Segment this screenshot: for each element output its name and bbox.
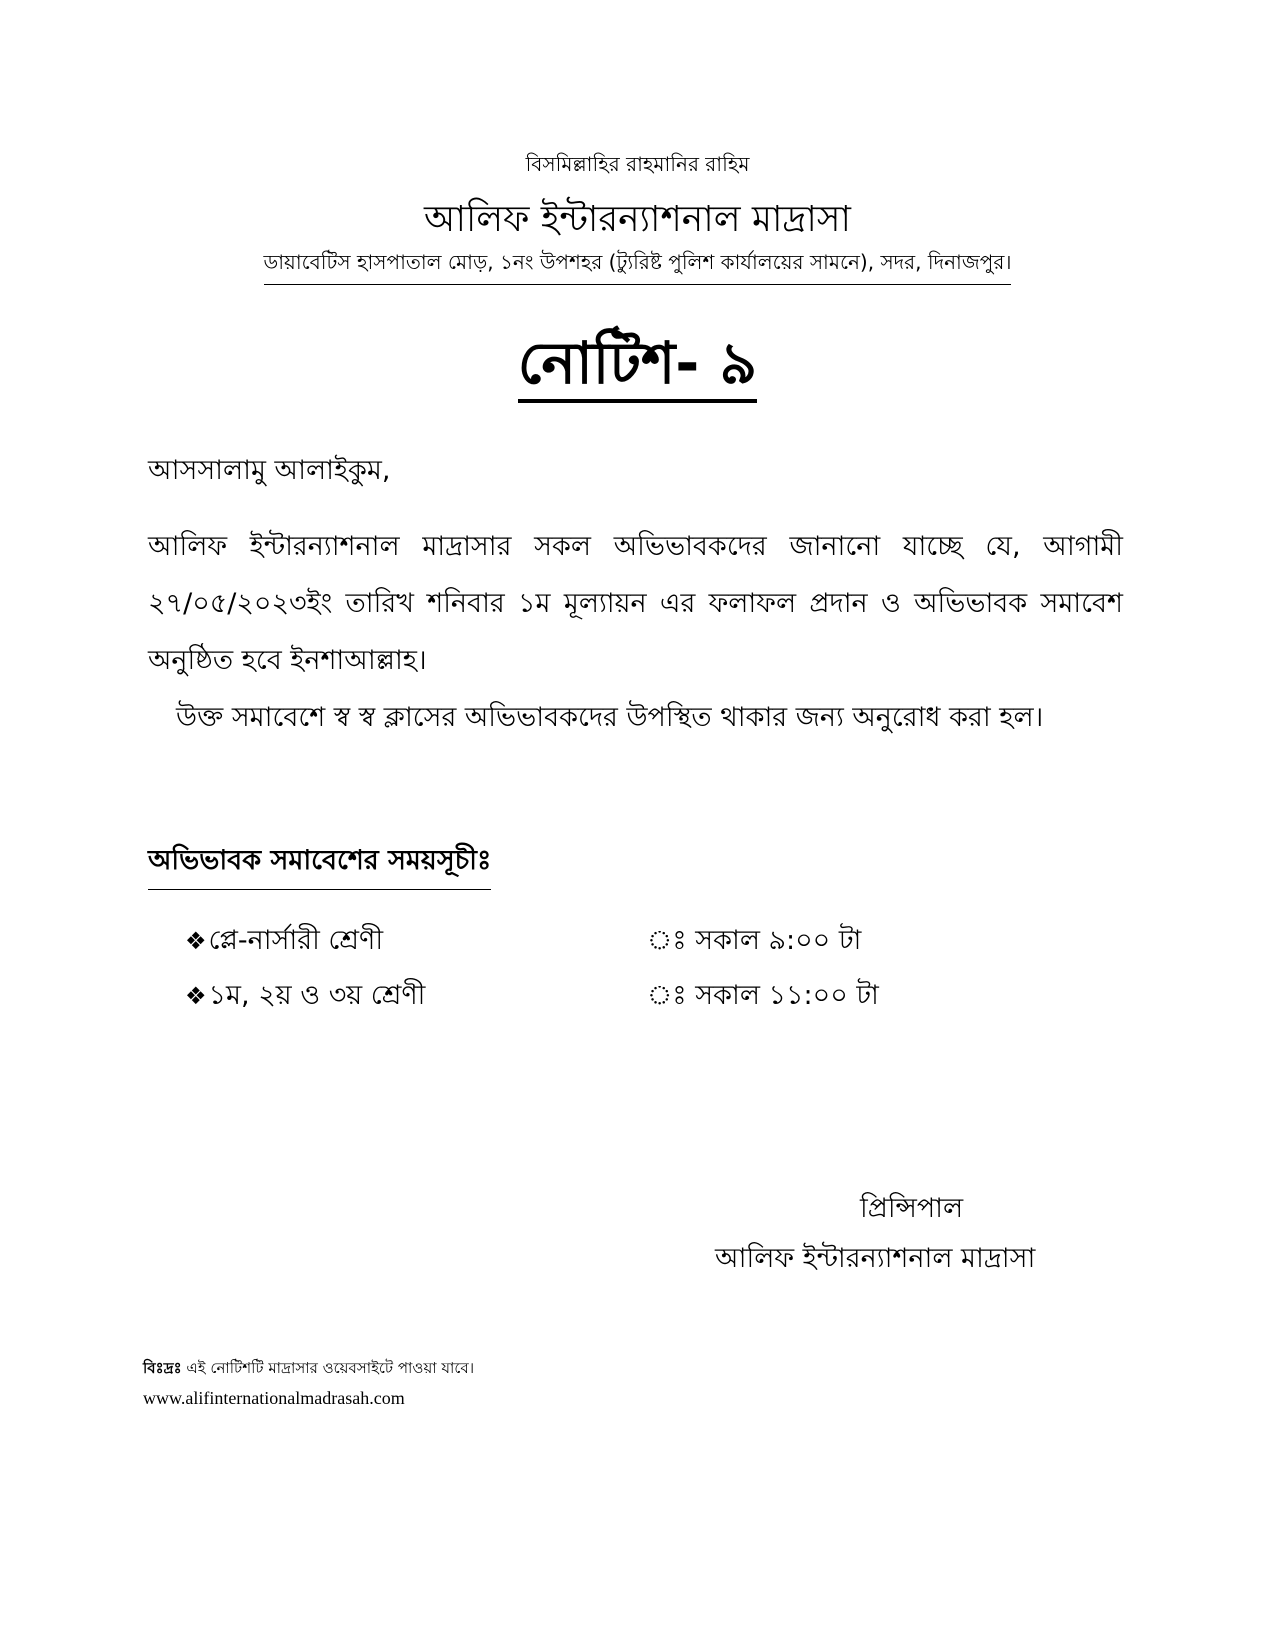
schedule-row (185, 920, 1085, 960)
notice-title-block (0, 330, 1275, 403)
schedule-class-name: ১ম, ২য় ও ৩য় শ্রেণী (208, 980, 426, 1011)
schedule-time: ঃ সকাল ১১:০০ টা (647, 980, 879, 1011)
schedule-row (185, 975, 1085, 1015)
bismillah-text: বিসমিল্লাহির রাহমানির রাহিম (525, 152, 750, 176)
diamond-bullet-icon: ❖ (185, 927, 207, 955)
signature-title: প্রিন্সিপাল (860, 1193, 964, 1224)
footnote-label: বিঃদ্রঃ (143, 1359, 182, 1377)
address-text: ডায়াবেটিস হাসপাতাল মোড়, ১নং উপশহর (ট্যুরিষ্ট পুলিশ কার্যালয়ের সামনে), সদর, দিনাজপুর। (264, 248, 1012, 285)
footnote (143, 1357, 474, 1382)
signature-organization: আলিফ ইন্টারন্যাশনাল মাদ্রাসা (715, 1243, 1036, 1274)
address-line (0, 248, 1275, 285)
schedule-class (185, 975, 425, 1020)
schedule-time: ঃ সকাল ৯:০০ টা (647, 925, 862, 956)
diamond-bullet-icon: ❖ (185, 982, 207, 1010)
greeting: আসসালামু আলাইকুম, (148, 455, 391, 486)
schedule-class (185, 920, 383, 965)
madrasa-name: আলিফ ইন্টারন্যাশনাল মাদ্রাসা (423, 199, 852, 240)
footnote-text: এই নোটিশটি মাদ্রাসার ওয়েবসাইটে পাওয়া যাবে। (181, 1359, 475, 1377)
website-link[interactable]: www.alifinternationalmadrasah.com (143, 1388, 405, 1408)
schedule-heading: অভিভাবক সমাবেশের সময়সূচীঃ (148, 840, 491, 890)
notice-paragraph-2: উক্ত সমাবেশে স্ব স্ব ক্লাসের অভিভাবকদের উপস্থিত থাকার জন্য অনুরোধ করা হল। (176, 702, 1044, 733)
schedule-class-name: প্লে-নার্সারী শ্রেণী (208, 925, 384, 956)
notice-paragraph-1: আলিফ ইন্টারন্যাশনাল মাদ্রাসার সকল অভিভাবকদের জানানো যাচ্ছে যে, আগামী ২৭/০৫/২০২৩ইং তারিখ শনিবার ১ম মূল্যায়ন এর ফলাফল প্রদান ও অভিভাবক সমাবেশ অনুষ্ঠিত হবে ইনশাআল্লাহ। (148, 531, 1123, 676)
notice-body (148, 518, 1123, 746)
notice-title: নোটিশ- ৯ (518, 330, 757, 403)
